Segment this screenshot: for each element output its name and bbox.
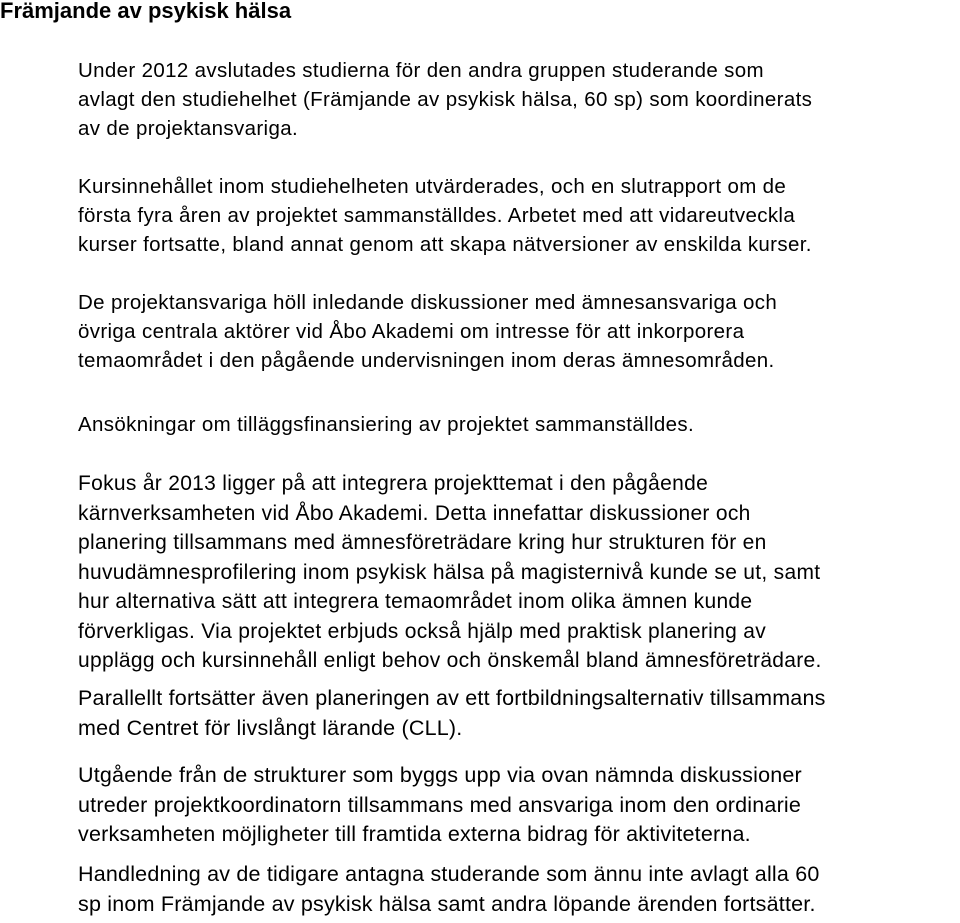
text-line: av de projektansvariga. [78,117,299,140]
text-line: planering tillsammans med ämnesföreträdare kring hur strukturen för en [78,531,767,554]
paragraph-funding-applications [78,410,694,439]
text-line: Ansökningar om tilläggsfinansiering av projektet sammanställdes. [78,413,695,436]
text-line: Kursinnehållet inom studiehelheten utvärderades, och en slutrapport om de [78,175,787,198]
text-line: övriga centrala aktörer vid Åbo Akademi om intresse för att inkorporera [78,320,745,343]
text-line: sp inom Främjande av psykisk hälsa samt andra löpande ärenden fortsätter. [78,891,816,916]
text-line: Utgående från de strukturer som byggs upp via ovan nämnda diskussioner [78,763,802,787]
text-line: upplägg och kursinnehåll enligt behov och önskemål bland ämnesföreträdare. [78,649,822,672]
text-line: De projektansvariga höll inledande diskussioner med ämnesansvariga och [78,291,778,314]
paragraph-continuing-education [78,684,826,743]
paragraph-initial-discussions [78,288,777,375]
text-line: Fokus år 2013 ligger på att integrera projekttemat i den pågående [78,472,709,495]
paragraph-supervision [78,860,820,919]
paragraph-focus-2013 [78,469,822,676]
paragraph-external-funding [78,761,802,850]
text-line: Parallellt fortsätter även planeringen av ett fortbildningsalternativ tillsammans [78,686,826,710]
text-line: första fyra åren av projektet sammanställdes. Arbetet med att vidareutveckla [78,204,796,227]
paragraph-course-evaluation [78,172,812,259]
text-line: med Centret för livslångt lärande (CLL). [78,715,463,740]
text-line: temaområdet i den pågående undervisningen inom deras ämnesområden. [78,349,775,372]
text-line: förverkligas. Via projektet erbjuds också hjälp med praktisk planering av [78,619,767,643]
text-line: utreder projektkoordinatorn tillsammans med ansvariga inom den ordinarie [78,792,802,817]
text-line: Under 2012 avslutades studierna för den andra gruppen studerande som [78,59,764,82]
text-line: hur alternativa sätt att integrera temaområdet inom olika ämnen kunde [78,590,753,613]
text-line: kärnverksamheten vid Åbo Akademi. Detta innefattar diskussioner och [78,501,751,525]
paragraph-studies-completed [78,56,812,143]
document-heading: Främjande av psykisk hälsa [0,0,292,23]
text-line: kurser fortsatte, bland annat genom att skapa nätversioner av enskilda kurser. [78,233,812,256]
text-line: Handledning av de tidigare antagna studerande som ännu inte avlagt alla 60 [78,862,820,886]
text-line: avlagt den studiehelhet (Främjande av psykisk hälsa, 60 sp) som koordinerats [78,88,813,111]
text-line: verksamheten möjligheter till framtida externa bidrag för aktiviteterna. [78,822,751,846]
text-line: huvudämnesprofilering inom psykisk hälsa på magisternivå kunde se ut, samt [78,560,821,584]
